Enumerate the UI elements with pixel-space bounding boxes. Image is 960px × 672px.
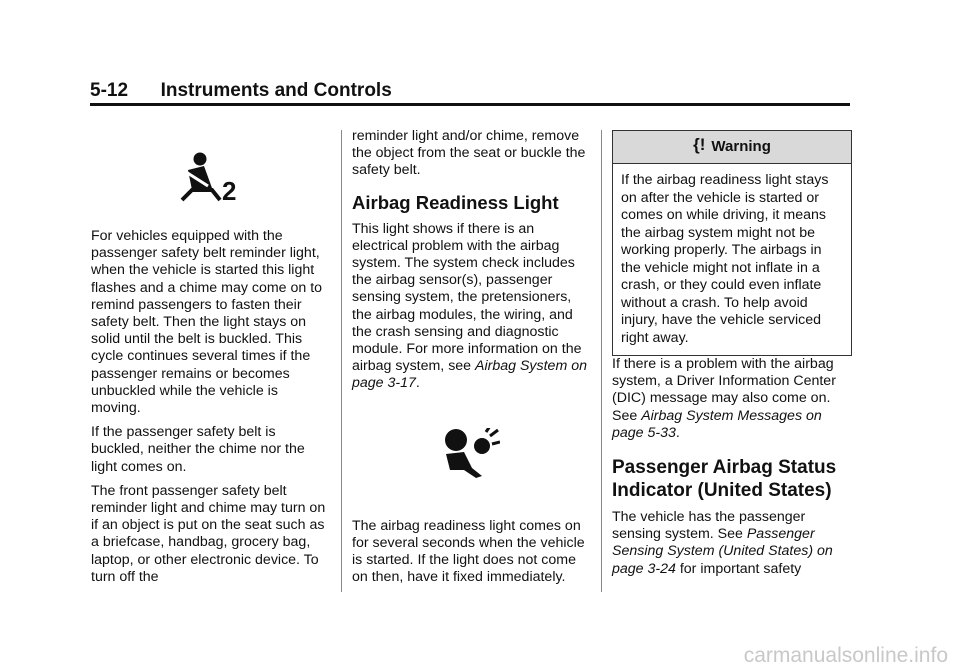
airbag-readiness-icon (442, 428, 500, 483)
icon-spacer (352, 400, 592, 518)
section-title: Instruments and Controls (160, 80, 392, 101)
section-heading: Airbag Readiness Light (352, 191, 559, 213)
paragraph: The front passenger safety belt reminder light and chime may turn on if an object is put on the seat such as a briefcase, handbag, grocery bag, laptop, or other electronic device. To turn off the (91, 482, 326, 585)
warning-box (612, 130, 852, 356)
warning-triangle-icon: {! (693, 135, 706, 155)
warning-header (613, 131, 851, 164)
paragraph: If the passenger safety belt is buckled, neither the chime nor the light comes on. (91, 424, 305, 475)
page-number: 5-12 (90, 80, 129, 101)
column-divider (601, 130, 602, 592)
cross-reference-link[interactable]: Passenger Sensing System (United States) on page 3-24 (612, 526, 833, 577)
column-divider (341, 130, 342, 592)
column-1 (91, 228, 331, 593)
cross-reference-link[interactable]: Airbag System on page 3-17 (352, 358, 587, 392)
column-2 (352, 128, 592, 593)
svg-text:2: 2 (222, 176, 237, 204)
section-heading: Passenger Airbag Status Indicator (United States) (612, 457, 837, 502)
paragraph: For vehicles equipped with the passenger safety belt reminder light, when the vehicle is started this light flashes and a chime may come on to remind passengers to fasten their safety belt. Then the light stays on solid until the belt is buckled. This cycle continues several times if the passenger remains or becomes unbuckled while the vehicle is moving. (91, 228, 323, 417)
page-header (90, 80, 392, 102)
column-3 (612, 130, 852, 585)
warning-title: Warning (711, 138, 771, 156)
warning-body: If the airbag readiness light stays on after the vehicle is started or comes on while driving, it means the airbag system might not be working properly. The airbags in the vehicle might not inflate in a crash, or they could even inflate without a crash. To help avoid injury, have the vehicle serviced right away. (621, 172, 829, 346)
header-rule (90, 103, 850, 106)
passenger-seatbelt-icon (178, 150, 242, 209)
paragraph: If there is a problem with the airbag system, a Driver Information Center (DIC) message may also come on. See Airbag System Messages on page 5-33. (612, 356, 836, 441)
watermark: carmanualsonline.info (743, 644, 948, 667)
cross-reference-link[interactable]: Airbag System Messages on page 5-33 (612, 407, 822, 441)
paragraph: reminder light and/or chime, remove the object from the seat or buckle the safety belt. (352, 128, 586, 179)
paragraph: This light shows if there is an electrical problem with the airbag system. The system check includes the airbag sensor(s), passenger sensing system, the pretensioners, the airbag modules, the wiring, and the crash sensing and diagnostic module. For more information on the airbag system, see Airbag System on page 3-17. (352, 220, 587, 392)
paragraph: The vehicle has the passenger sensing system. See Passenger Sensing System (United States) on page 3-24 for important safety (612, 509, 833, 577)
paragraph: The airbag readiness light comes on for several seconds when the vehicle is started. If the light does not come on then, have it fixed immediately. (352, 517, 585, 586)
